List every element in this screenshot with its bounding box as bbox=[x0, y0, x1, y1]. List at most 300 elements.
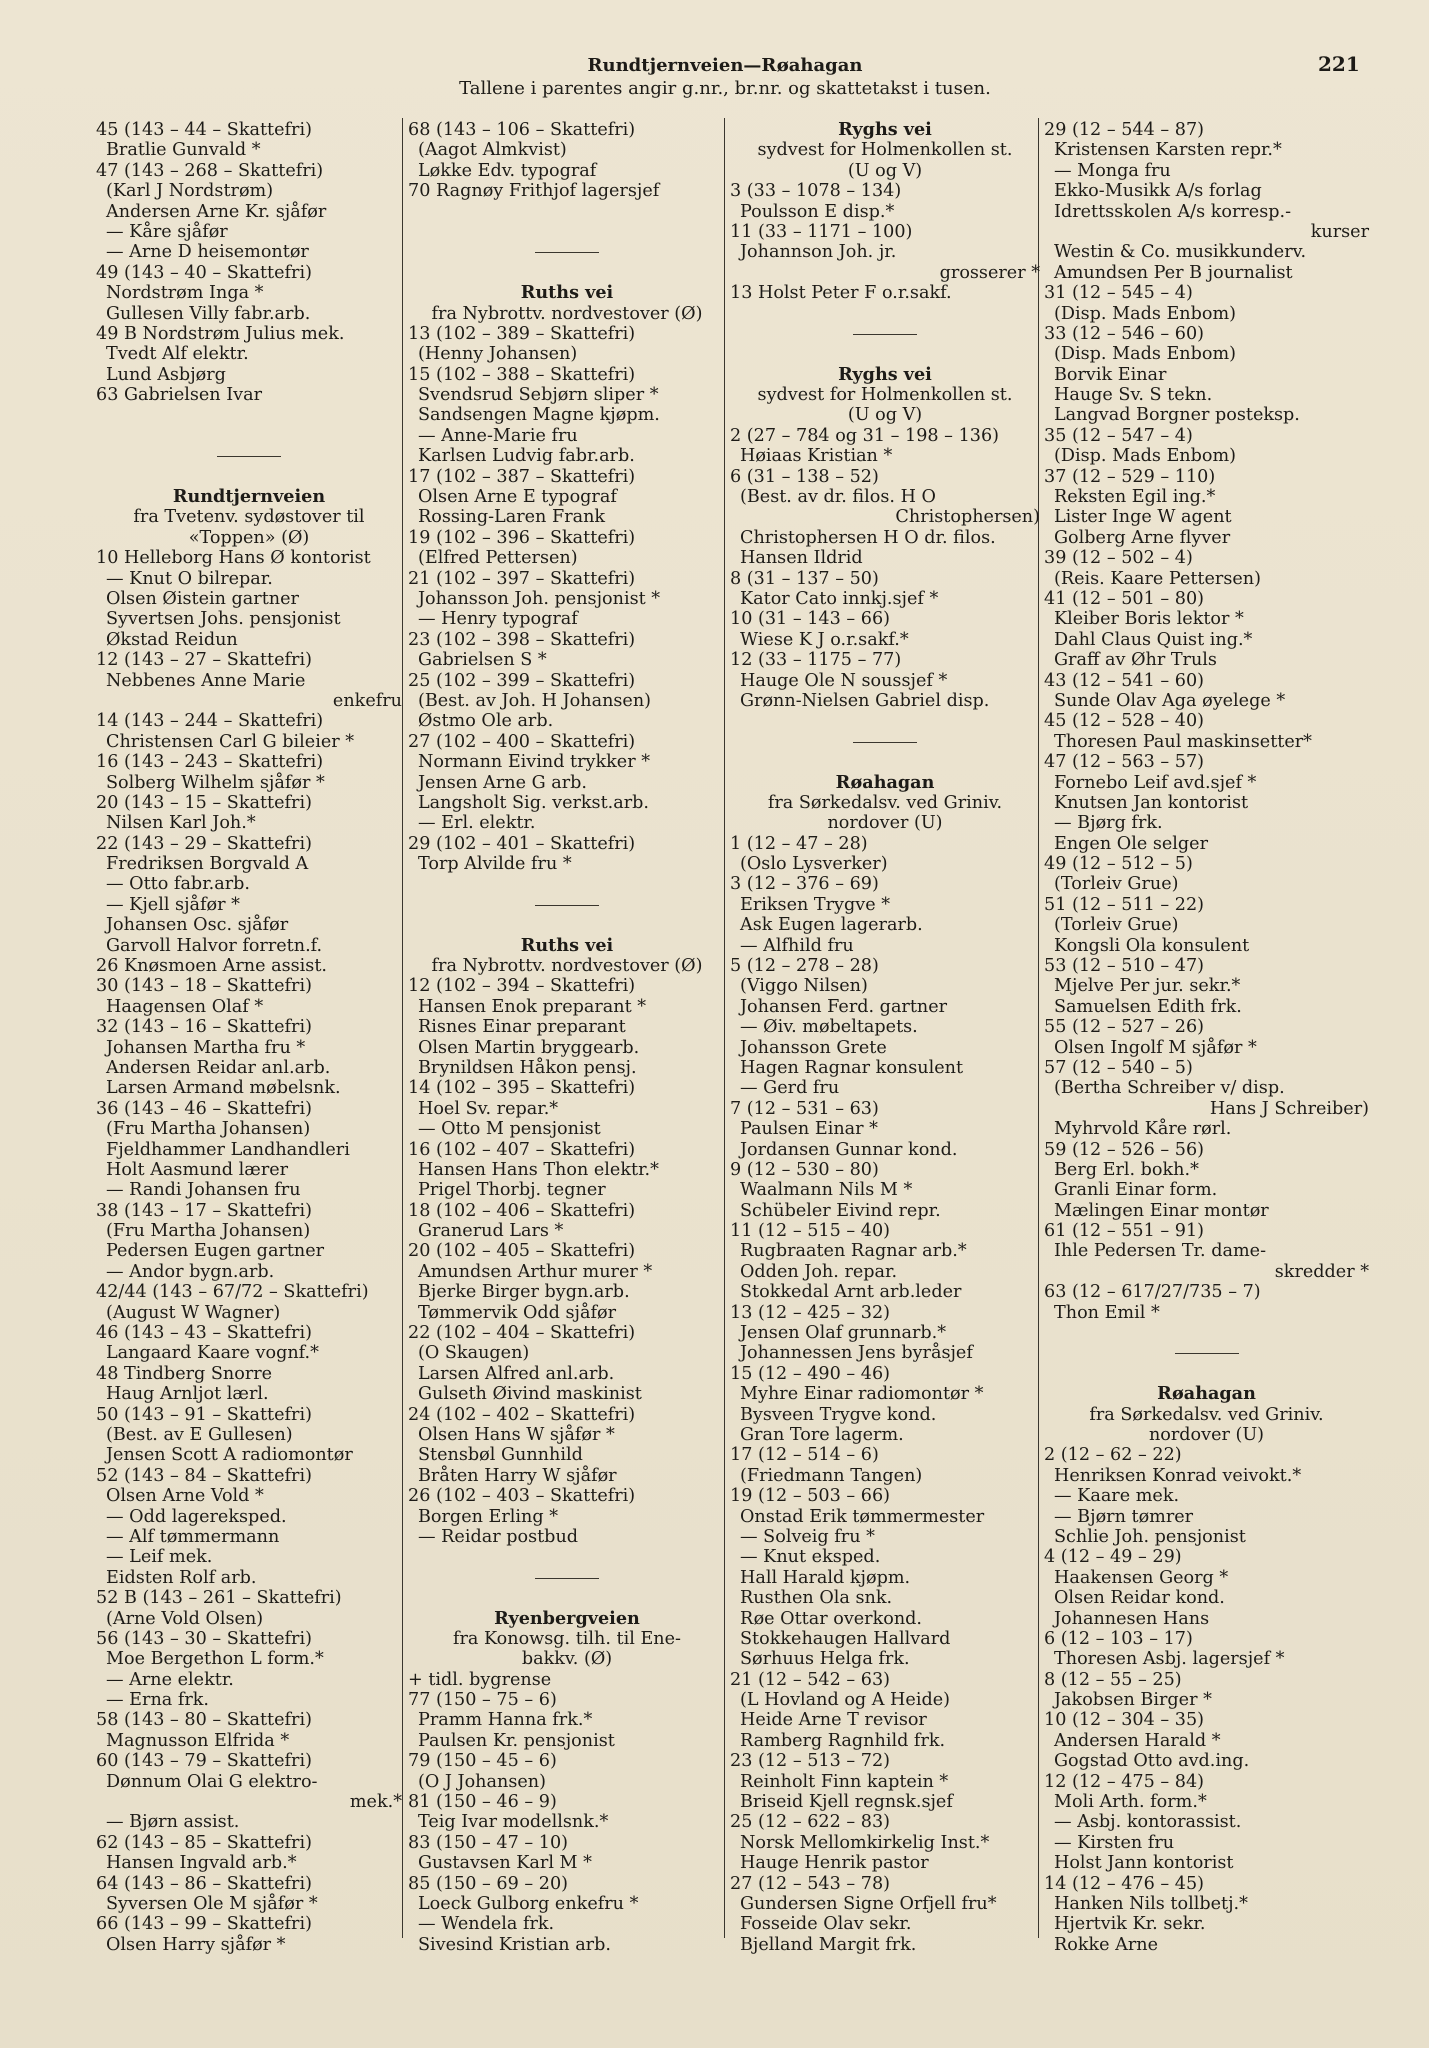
directory-entry: (Reis. Kaare Pettersen) bbox=[1054, 568, 1261, 589]
directory-entry: Hauge Ole N soussjef * bbox=[740, 670, 948, 691]
directory-entry: Westin & Co. musikkunderv. bbox=[1054, 242, 1307, 263]
directory-entry: Dønnum Olai G elektro- bbox=[106, 1771, 318, 1792]
spacer bbox=[730, 344, 1040, 364]
directory-entry: 38 (143 – 17 – Skattefri) bbox=[96, 1200, 312, 1221]
column-3 bbox=[730, 120, 1040, 1955]
directory-entry: Amundsen Arthur murer * bbox=[418, 1261, 653, 1282]
column-1 bbox=[96, 120, 402, 1955]
directory-entry: (Best. av dr. filos. H O bbox=[740, 487, 936, 508]
directory-entry: 36 (143 – 46 – Skattefri) bbox=[96, 1098, 312, 1119]
directory-entry: Rokke Arne bbox=[1054, 1934, 1159, 1955]
directory-entry: (O Skaugen) bbox=[418, 1343, 530, 1364]
street-description: fra Tvetenv. sydøstover til bbox=[133, 507, 365, 528]
directory-entry: 37 (12 – 529 – 110) bbox=[1044, 466, 1216, 487]
directory-entry: Odden Joh. repar. bbox=[740, 1261, 898, 1282]
directory-entry: (Torleiv Grue) bbox=[1054, 915, 1179, 936]
directory-entry: 56 (143 – 30 – Skattefri) bbox=[96, 1628, 312, 1649]
spacer bbox=[408, 202, 726, 222]
directory-entry: 83 (150 – 47 – 10) bbox=[408, 1832, 569, 1853]
directory-entry: Kator Cato innkj.sjef * bbox=[740, 588, 939, 609]
spacer bbox=[408, 1547, 726, 1567]
street-description: «Toppen» (Ø) bbox=[188, 527, 310, 548]
directory-entry: 27 (102 – 400 – Skattefri) bbox=[408, 731, 636, 752]
directory-entry: 43 (12 – 541 – 60) bbox=[1044, 670, 1205, 691]
directory-entry: Reksten Egil ing.* bbox=[1054, 487, 1216, 508]
directory-entry: Høiaas Kristian * bbox=[740, 446, 893, 467]
directory-entry: Risnes Einar preparant bbox=[418, 1017, 626, 1038]
directory-entry: Myhre Einar radiomontør * bbox=[740, 1384, 984, 1405]
directory-entry: 9 (12 – 530 – 80) bbox=[730, 1159, 879, 1180]
directory-entry: 47 (12 – 563 – 57) bbox=[1044, 752, 1205, 773]
directory-entry: 12 (12 – 475 – 84) bbox=[1044, 1771, 1205, 1792]
directory-entry: Bysveen Trygve kond. bbox=[740, 1404, 937, 1425]
column-divider bbox=[402, 118, 403, 1938]
directory-entry: 39 (12 – 502 – 4) bbox=[1044, 548, 1193, 569]
directory-entry: 10 (12 – 304 – 35) bbox=[1044, 1710, 1205, 1731]
section-separator bbox=[96, 446, 402, 466]
directory-entry: — Andor bygn.arb. bbox=[106, 1261, 275, 1282]
section-separator bbox=[408, 1568, 726, 1588]
directory-entry: 52 (143 – 84 – Skattefri) bbox=[96, 1465, 312, 1486]
directory-entry: — Bjørn tømrer bbox=[1054, 1506, 1194, 1527]
directory-entry: Amundsen Per B journalist bbox=[1054, 262, 1293, 283]
directory-entry: Gullesen Villy fabr.arb. bbox=[106, 303, 311, 324]
directory-entry: 8 (31 – 137 – 50) bbox=[730, 568, 879, 589]
directory-entry: 12 (143 – 27 – Skattefri) bbox=[96, 650, 312, 671]
directory-entry: Magnusson Elfrida * bbox=[106, 1730, 290, 1751]
section-separator bbox=[408, 242, 726, 262]
directory-entry: — Otto M pensjonist bbox=[418, 1119, 601, 1140]
directory-entry: Jensen Arne G arb. bbox=[418, 772, 588, 793]
directory-entry: Kongsli Ola konsulent bbox=[1054, 935, 1250, 956]
entry-continuation: mek.* bbox=[349, 1792, 402, 1813]
spacer bbox=[96, 426, 402, 446]
street-heading: Ryghs vei bbox=[838, 119, 932, 140]
directory-entry: 17 (102 – 387 – Skattefri) bbox=[408, 466, 636, 487]
directory-entry: 64 (143 – 86 – Skattefri) bbox=[96, 1873, 312, 1894]
directory-entry: Østmo Ole arb. bbox=[418, 711, 554, 732]
directory-entry: 19 (12 – 503 – 66) bbox=[730, 1486, 891, 1507]
directory-entry: 79 (150 – 45 – 6) bbox=[408, 1751, 557, 1772]
directory-entry: Jensen Olaf grunnarb.* bbox=[740, 1323, 947, 1344]
directory-entry: Hansen Ildrid bbox=[740, 548, 863, 569]
page-number: 221 bbox=[1318, 52, 1360, 76]
directory-entry: Bratlie Gunvald * bbox=[106, 140, 261, 161]
directory-entry: Andersen Harald * bbox=[1054, 1730, 1221, 1751]
directory-entry: 20 (102 – 405 – Skattefri) bbox=[408, 1241, 636, 1262]
directory-entry: 13 (12 – 425 – 32) bbox=[730, 1302, 891, 1323]
directory-entry: 58 (143 – 80 – Skattefri) bbox=[96, 1710, 312, 1731]
directory-entry: Christophersen H O dr. filos. bbox=[740, 527, 996, 548]
directory-entry: 32 (143 – 16 – Skattefri) bbox=[96, 1017, 312, 1038]
directory-entry: Hoel Sv. repar.* bbox=[418, 1098, 559, 1119]
street-heading: Røahagan bbox=[835, 771, 935, 793]
directory-entry: — Alfhild fru bbox=[740, 935, 854, 956]
directory-entry: 22 (102 – 404 – Skattefri) bbox=[408, 1323, 636, 1344]
street-heading: Rundtjernveien bbox=[172, 486, 326, 508]
directory-entry: Heide Arne T revisor bbox=[740, 1710, 927, 1731]
directory-entry: 14 (143 – 244 – Skattefri) bbox=[96, 711, 324, 732]
directory-entry: (Disp. Mads Enbom) bbox=[1054, 303, 1237, 324]
directory-entry: Rossing-Laren Frank bbox=[418, 507, 606, 528]
directory-entry: Haagensen Olaf * bbox=[106, 996, 264, 1017]
directory-entry: Onstad Erik tømmermester bbox=[740, 1506, 985, 1527]
spacer bbox=[1044, 1323, 1369, 1343]
directory-entry: 29 (12 – 544 – 87) bbox=[1044, 120, 1205, 140]
directory-entry: 23 (12 – 513 – 72) bbox=[730, 1751, 891, 1772]
directory-entry: (Karl J Nordstrøm) bbox=[106, 181, 274, 202]
street-description: sydvest for Holmenkollen st. bbox=[757, 140, 1013, 161]
directory-entry: (Best. av E Gullesen) bbox=[106, 1425, 293, 1445]
directory-entry: Jordansen Gunnar kond. bbox=[740, 1139, 958, 1160]
directory-entry: Rusthen Ola snk. bbox=[740, 1588, 893, 1609]
directory-entry: Jensen Scott A radiomontør bbox=[106, 1445, 353, 1466]
directory-entry: 47 (143 – 268 – Skattefri) bbox=[96, 160, 324, 181]
directory-entry: (O J Johansen) bbox=[418, 1771, 546, 1792]
directory-entry: — Randi Johansen fru bbox=[106, 1180, 301, 1201]
directory-entry: 85 (150 – 69 – 20) bbox=[408, 1873, 569, 1894]
directory-entry: Kristensen Karsten repr.* bbox=[1054, 140, 1282, 161]
entry-continuation: enkefru bbox=[332, 690, 402, 711]
page-title: Rundtjernveien—Røahagan bbox=[587, 55, 863, 76]
directory-entry: Ramberg Ragnhild frk. bbox=[740, 1730, 946, 1751]
directory-entry: Sandsengen Magne kjøpm. bbox=[418, 405, 660, 426]
directory-entry: Johannesen Hans bbox=[1054, 1608, 1210, 1629]
directory-entry: Poulsson E disp.* bbox=[740, 201, 895, 222]
street-description: fra Konowsg. tilh. til Ene- bbox=[452, 1628, 681, 1649]
directory-entry: 14 (12 – 476 – 45) bbox=[1044, 1873, 1205, 1894]
directory-entry: Hansen Ingvald arb.* bbox=[106, 1853, 297, 1874]
directory-entry: Olsen Arne Vold * bbox=[106, 1486, 264, 1507]
directory-entry: Berg Erl. bokh.* bbox=[1054, 1159, 1199, 1180]
directory-entry: Nilsen Karl Joh.* bbox=[106, 813, 256, 834]
directory-entry: 52 B (143 – 261 – Skattefri) bbox=[96, 1588, 342, 1609]
directory-entry: Larsen Armand møbelsnk. bbox=[106, 1078, 341, 1099]
directory-entry: Gabrielsen S * bbox=[418, 650, 547, 671]
directory-entry: 51 (12 – 511 – 22) bbox=[1044, 894, 1205, 915]
directory-entry: 57 (12 – 540 – 5) bbox=[1044, 1057, 1193, 1078]
directory-entry: Thoresen Paul maskinsetter* bbox=[1054, 731, 1312, 752]
directory-entry: Johansen Osc. sjåfør bbox=[106, 915, 289, 936]
directory-entry: Waalmann Nils M * bbox=[740, 1180, 913, 1201]
directory-entry: Garvoll Halvor forretn.f. bbox=[106, 935, 323, 956]
directory-entry: Hagen Ragnar konsulent bbox=[740, 1057, 964, 1078]
directory-entry: (Aagot Almkvist) bbox=[418, 140, 567, 161]
directory-entry: (Fru Martha Johansen) bbox=[106, 1119, 311, 1140]
spacer bbox=[730, 711, 1040, 731]
spacer bbox=[408, 1588, 726, 1608]
directory-entry: 45 (12 – 528 – 40) bbox=[1044, 711, 1205, 732]
directory-entry: Jakobsen Birger * bbox=[1054, 1690, 1212, 1711]
directory-entry: Kleiber Boris lektor * bbox=[1054, 609, 1244, 630]
directory-entry: (August W Wagner) bbox=[106, 1302, 281, 1323]
section-separator bbox=[730, 732, 1040, 752]
directory-entry: Granli Einar form. bbox=[1054, 1180, 1218, 1201]
directory-entry: Schlie Joh. pensjonist bbox=[1054, 1526, 1246, 1547]
directory-entry: 11 (33 – 1171 – 100) bbox=[730, 221, 913, 242]
spacer bbox=[730, 304, 1040, 324]
directory-entry: 29 (102 – 401 – Skattefri) bbox=[408, 833, 636, 854]
directory-entry: Gustavsen Karl M * bbox=[418, 1853, 592, 1874]
directory-entry: Golberg Arne flyver bbox=[1054, 527, 1231, 548]
entry-continuation: Christophersen) bbox=[895, 507, 1040, 528]
directory-entry: 19 (102 – 396 – Skattefri) bbox=[408, 527, 636, 548]
directory-entry: — Kaare mek. bbox=[1054, 1486, 1180, 1507]
directory-entry: 13 (102 – 389 – Skattefri) bbox=[408, 323, 636, 344]
directory-entry: 48 Tindberg Snorre bbox=[96, 1363, 273, 1384]
directory-entry: (Arne Vold Olsen) bbox=[106, 1608, 264, 1629]
directory-entry: Syvertsen Johs. pensjonist bbox=[106, 609, 341, 630]
directory-entry: (Best. av Joh. H Johansen) bbox=[418, 690, 652, 711]
directory-entry: Borgen Erling * bbox=[418, 1506, 559, 1527]
directory-entry: Mælingen Einar montør bbox=[1054, 1200, 1269, 1221]
directory-entry: Ask Eugen lagerarb. bbox=[740, 915, 923, 936]
directory-entry: 20 (143 – 15 – Skattefri) bbox=[96, 792, 312, 813]
entry-continuation: kurser bbox=[1310, 221, 1369, 242]
directory-entry: Hansen Enok preparant * bbox=[418, 996, 647, 1017]
directory-entry: 7 (12 – 531 – 63) bbox=[730, 1098, 879, 1119]
directory-entry: Norsk Mellomkirkelig Inst.* bbox=[740, 1832, 990, 1853]
spacer bbox=[730, 752, 1040, 772]
directory-entry: Løkke Edv. typograf bbox=[418, 160, 597, 181]
directory-entry: — Anne-Marie fru bbox=[418, 425, 578, 446]
directory-entry: Bråten Harry W sjåfør bbox=[418, 1465, 617, 1486]
directory-entry: 21 (102 – 397 – Skattefri) bbox=[408, 568, 636, 589]
directory-entry: 45 (143 – 44 – Skattefri) bbox=[96, 120, 312, 140]
street-description: sydvest for Holmenkollen st. bbox=[757, 385, 1013, 406]
directory-entry: 81 (150 – 46 – 9) bbox=[408, 1792, 557, 1813]
directory-entry: Tvedt Alf elektr. bbox=[106, 344, 249, 365]
directory-entry: 25 (102 – 399 – Skattefri) bbox=[408, 670, 636, 691]
directory-entry: 70 Ragnøy Frithjof lagersjef bbox=[408, 181, 660, 202]
section-separator bbox=[408, 895, 726, 915]
street-heading: Ryghs vei bbox=[838, 363, 932, 385]
directory-entry: Røe Ottar overkond. bbox=[740, 1608, 923, 1629]
directory-entry: Andersen Reidar anl.arb. bbox=[106, 1057, 331, 1078]
directory-entry: 41 (12 – 501 – 80) bbox=[1044, 588, 1205, 609]
directory-entry: Olsen Ingolf M sjåfør * bbox=[1054, 1037, 1257, 1058]
directory-entry: 4 (12 – 49 – 29) bbox=[1044, 1547, 1182, 1568]
directory-entry: Knutsen Jan kontorist bbox=[1054, 792, 1249, 813]
directory-entry: Teig Ivar modellsnk.* bbox=[418, 1812, 609, 1833]
directory-entry: Ekko-Musikk A/s forlag bbox=[1054, 181, 1262, 202]
directory-entry: 5 (12 – 278 – 28) bbox=[730, 956, 879, 977]
directory-entry: 49 (12 – 512 – 5) bbox=[1044, 854, 1193, 875]
directory-entry: Sørhuus Helga frk. bbox=[740, 1649, 910, 1670]
directory-entry: Fredriksen Borgvald A bbox=[106, 854, 309, 875]
directory-entry: — Alf tømmermann bbox=[106, 1526, 280, 1547]
directory-entry: Gran Tore lagerm. bbox=[740, 1425, 904, 1445]
street-description: (U og V) bbox=[847, 160, 923, 181]
street-description: fra Sørkedalsv. ved Griniv. bbox=[1089, 1404, 1324, 1425]
directory-entry: (Viggo Nilsen) bbox=[740, 976, 868, 997]
entry-continuation: grosserer * bbox=[939, 262, 1040, 283]
directory-entry: Økstad Reidun bbox=[106, 629, 238, 650]
spacer bbox=[408, 874, 726, 894]
directory-entry: — Knut eksped. bbox=[740, 1547, 881, 1568]
directory-entry: 63 Gabrielsen Ivar bbox=[96, 385, 263, 406]
directory-entry: 61 (12 – 551 – 91) bbox=[1044, 1221, 1205, 1242]
directory-entry: — Knut O bilrepar. bbox=[106, 568, 273, 589]
directory-entry: Graff av Øhr Truls bbox=[1054, 650, 1217, 671]
directory-entry: Hall Harald kjøpm. bbox=[740, 1567, 911, 1588]
directory-entry: Paulsen Kr. pensjonist bbox=[418, 1730, 615, 1751]
directory-entry: Granerud Lars * bbox=[418, 1221, 564, 1242]
directory-entry: Langvad Borgner posteksp. bbox=[1054, 405, 1300, 426]
spacer bbox=[408, 263, 726, 283]
directory-entry: Olsen Reidar kond. bbox=[1054, 1588, 1225, 1609]
directory-entry: Holt Aasmund lærer bbox=[106, 1159, 289, 1180]
directory-entry: Bjerke Birger bygn.arb. bbox=[418, 1282, 630, 1303]
directory-entry: Gogstad Otto avd.ing. bbox=[1054, 1751, 1250, 1772]
directory-entry: Reinholt Finn kaptein * bbox=[740, 1771, 949, 1792]
directory-entry: Pramm Hanna frk.* bbox=[418, 1710, 593, 1731]
directory-entry: 33 (12 – 546 – 60) bbox=[1044, 323, 1205, 344]
directory-entry: 26 Knøsmoen Arne assist. bbox=[96, 956, 328, 977]
directory-entry: Henriksen Konrad veivokt.* bbox=[1054, 1465, 1302, 1486]
directory-entry: 23 (102 – 398 – Skattefri) bbox=[408, 629, 636, 650]
directory-entry: Grønn-Nielsen Gabriel disp. bbox=[740, 690, 990, 711]
street-description: fra Sørkedalsv. ved Griniv. bbox=[767, 792, 1003, 813]
directory-entry: Paulsen Einar * bbox=[740, 1119, 878, 1140]
directory-entry: 8 (12 – 55 – 25) bbox=[1044, 1669, 1182, 1690]
street-heading: Røahagan bbox=[1157, 1383, 1256, 1405]
street-description: (U og V) bbox=[847, 405, 923, 426]
directory-entry: Lund Asbjørg bbox=[106, 364, 226, 385]
directory-entry: 3 (33 – 1078 – 134) bbox=[730, 181, 902, 202]
directory-entry: Syversen Ole M sjåfør * bbox=[106, 1893, 318, 1914]
directory-entry: Nebbenes Anne Marie bbox=[106, 670, 306, 691]
section-separator bbox=[730, 324, 1040, 344]
directory-entry: Moli Arth. form.* bbox=[1054, 1792, 1207, 1813]
directory-entry: Dahl Claus Quist ing.* bbox=[1054, 629, 1253, 650]
directory-entry: 22 (143 – 29 – Skattefri) bbox=[96, 833, 312, 854]
directory-entry: — Kjell sjåfør * bbox=[106, 894, 240, 915]
street-description: fra Nybrottv. nordvestover (Ø) bbox=[431, 303, 703, 324]
directory-entry: Langaard Kaare vognf.* bbox=[106, 1343, 319, 1364]
directory-entry: 42/44 (143 – 67/72 – Skattefri) bbox=[96, 1282, 369, 1303]
directory-entry: Eriksen Trygve * bbox=[740, 894, 890, 915]
directory-entry: Solberg Wilhelm sjåfør * bbox=[106, 772, 325, 793]
directory-entry: Moe Bergethon L form.* bbox=[106, 1649, 324, 1670]
directory-entry: Fosseide Olav sekr. bbox=[740, 1914, 912, 1935]
directory-entry: 26 (102 – 403 – Skattefri) bbox=[408, 1486, 636, 1507]
directory-entry: (Elfred Pettersen) bbox=[418, 548, 578, 569]
spacer bbox=[96, 467, 402, 487]
directory-entry: Johansen Ferd. gartner bbox=[740, 996, 948, 1017]
section-separator bbox=[1044, 1343, 1369, 1363]
directory-entry: 50 (143 – 91 – Skattefri) bbox=[96, 1404, 312, 1425]
directory-entry: 14 (102 – 395 – Skattefri) bbox=[408, 1078, 636, 1099]
street-heading: Ruths vei bbox=[520, 934, 614, 956]
directory-entry: Samuelsen Edith frk. bbox=[1054, 996, 1242, 1017]
directory-entry: 1 (12 – 47 – 28) bbox=[730, 833, 868, 854]
directory-entry: Wiese K J o.r.sakf.* bbox=[740, 629, 909, 650]
entry-continuation: Hans J Schreiber) bbox=[1209, 1098, 1369, 1119]
directory-entry: — Odd lagereksped. bbox=[106, 1506, 287, 1527]
directory-entry: 13 Holst Peter F o.r.sakf. bbox=[730, 283, 952, 304]
directory-entry: Lister Inge W agent bbox=[1054, 507, 1232, 528]
directory-entry: — Øiv. møbeltapets. bbox=[740, 1017, 918, 1038]
directory-entry: 11 (12 – 515 – 40) bbox=[730, 1221, 891, 1242]
directory-entry: — Arne elektr. bbox=[106, 1669, 234, 1690]
directory-entry: Hauge Sv. S tekn. bbox=[1054, 385, 1213, 406]
directory-entry: 68 (143 – 106 – Skattefri) bbox=[408, 120, 636, 140]
directory-entry: — Monga fru bbox=[1054, 160, 1171, 181]
directory-entry: Holst Jann kontorist bbox=[1054, 1853, 1234, 1874]
directory-entry: Christensen Carl G bileier * bbox=[106, 731, 355, 752]
directory-entry: Johansson Grete bbox=[740, 1037, 887, 1058]
directory-entry: Fjeldhammer Landhandleri bbox=[106, 1139, 350, 1160]
directory-entry: 18 (102 – 406 – Skattefri) bbox=[408, 1200, 636, 1221]
directory-entry: Larsen Alfred anl.arb. bbox=[418, 1363, 615, 1384]
directory-entry: 24 (102 – 402 – Skattefri) bbox=[408, 1404, 636, 1425]
spacer bbox=[408, 1955, 726, 1975]
directory-entry: — Kåre sjåfør bbox=[106, 221, 228, 242]
directory-entry: Andersen Arne Kr. sjåfør bbox=[106, 201, 327, 222]
directory-entry: (Friedmann Tangen) bbox=[740, 1465, 923, 1486]
directory-entry: — Solveig fru * bbox=[740, 1526, 875, 1547]
street-description: nordover (U) bbox=[827, 813, 943, 834]
directory-entry: 49 (143 – 40 – Skattefri) bbox=[96, 262, 312, 283]
directory-entry: 66 (143 – 99 – Skattefri) bbox=[96, 1914, 312, 1935]
directory-entry: Hansen Hans Thon elektr.* bbox=[418, 1159, 659, 1180]
directory-entry: Johansson Joh. pensjonist * bbox=[418, 588, 661, 609]
page-header bbox=[400, 55, 1050, 101]
directory-entry: 46 (143 – 43 – Skattefri) bbox=[96, 1323, 312, 1344]
directory-entry: (Bertha Schreiber v/ disp. bbox=[1054, 1078, 1285, 1099]
directory-entry: (Henny Johansen) bbox=[418, 344, 578, 365]
directory-entry: Johannson Joh. jr. bbox=[740, 242, 897, 263]
street-heading: Ruths vei bbox=[520, 282, 614, 304]
directory-entry: Thon Emil * bbox=[1054, 1302, 1160, 1323]
directory-entry: 6 (12 – 103 – 17) bbox=[1044, 1628, 1193, 1649]
directory-entry: 35 (12 – 547 – 4) bbox=[1044, 425, 1193, 446]
directory-entry: 30 (143 – 18 – Skattefri) bbox=[96, 976, 312, 997]
directory-entry: Hauge Henrik pastor bbox=[740, 1853, 929, 1874]
directory-entry: 6 (31 – 138 – 52) bbox=[730, 466, 879, 487]
directory-entry: Brynildsen Håkon pensj. bbox=[418, 1057, 637, 1078]
directory-entry: Olsen Hans W sjåfør * bbox=[418, 1425, 615, 1445]
directory-entry: 12 (102 – 394 – Skattefri) bbox=[408, 976, 636, 997]
directory-entry: — Henry typograf bbox=[418, 609, 578, 630]
directory-entry: — Bjørg frk. bbox=[1054, 813, 1163, 834]
directory-entry: Sunde Olav Aga øyelege * bbox=[1054, 690, 1286, 711]
directory-entry: 21 (12 – 542 – 63) bbox=[730, 1669, 891, 1690]
directory-entry: — Leif mek. bbox=[106, 1547, 213, 1568]
directory-entry: Fornebo Leif avd.sjef * bbox=[1054, 772, 1257, 793]
directory-entry: — Wendela frk. bbox=[418, 1914, 555, 1935]
directory-entry: 16 (102 – 407 – Skattefri) bbox=[408, 1139, 636, 1160]
directory-entry: Haakensen Georg * bbox=[1054, 1567, 1229, 1588]
spacer bbox=[408, 222, 726, 242]
directory-entry: Ihle Pedersen Tr. dame- bbox=[1054, 1241, 1267, 1262]
directory-entry: 27 (12 – 543 – 78) bbox=[730, 1873, 891, 1894]
directory-entry: 53 (12 – 510 – 47) bbox=[1044, 956, 1205, 977]
street-description: nordover (U) bbox=[1148, 1425, 1265, 1445]
directory-entry: 2 (12 – 62 – 22) bbox=[1044, 1445, 1182, 1466]
column-2 bbox=[408, 120, 726, 1976]
directory-entry: 59 (12 – 526 – 56) bbox=[1044, 1139, 1205, 1160]
directory-entry: 10 (31 – 143 – 66) bbox=[730, 609, 891, 630]
directory-entry: Gulseth Øivind maskinist bbox=[418, 1384, 642, 1405]
directory-entry: (Torleiv Grue) bbox=[1054, 874, 1179, 895]
spacer bbox=[408, 915, 726, 935]
directory-entry: + tidl. bygrense bbox=[408, 1669, 552, 1690]
street-description: bakkv. (Ø) bbox=[521, 1649, 613, 1670]
directory-entry: Haug Arnljot lærl. bbox=[106, 1384, 269, 1405]
directory-entry: Langsholt Sig. verkst.arb. bbox=[418, 792, 650, 813]
